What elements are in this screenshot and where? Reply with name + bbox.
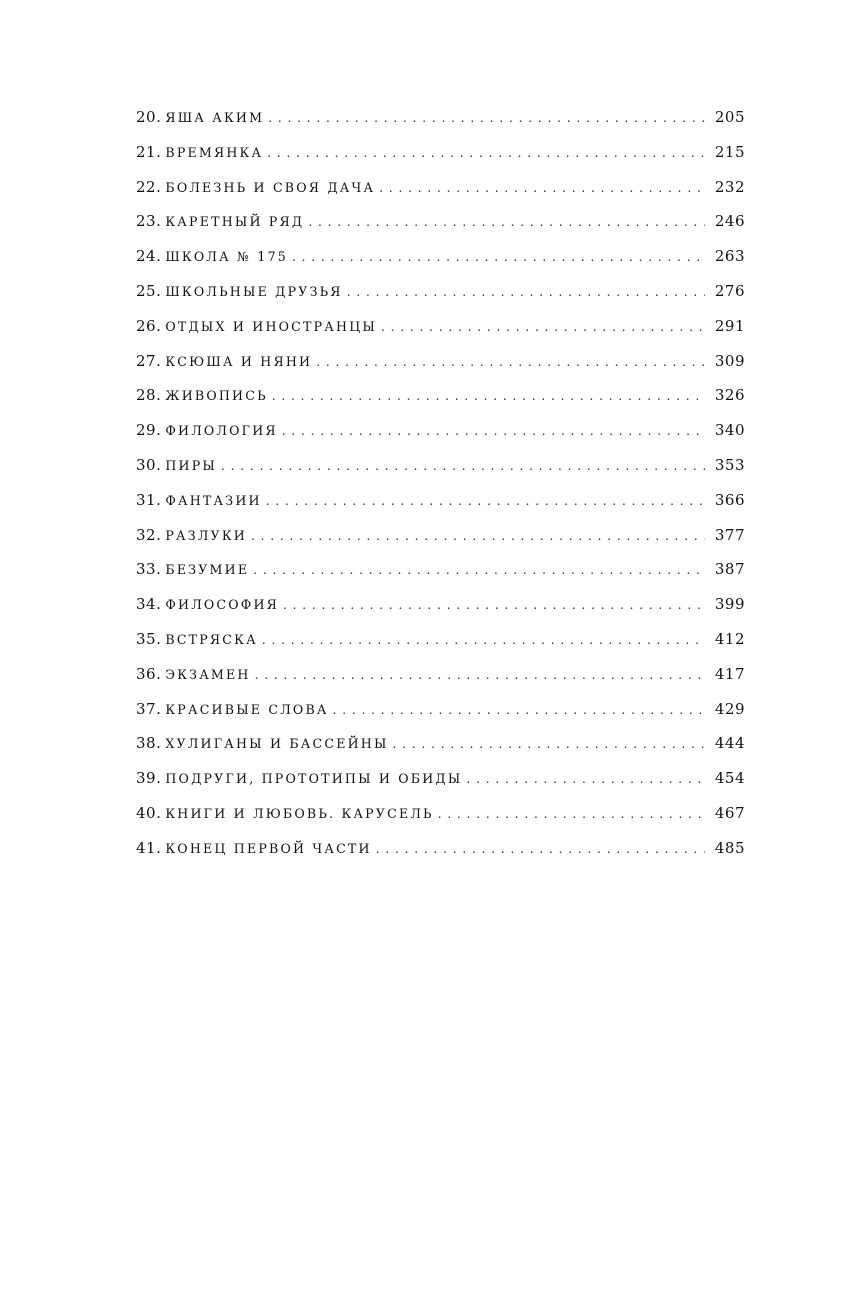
toc-entry	[136, 282, 745, 317]
chapter-number: 22.	[136, 177, 162, 196]
chapter-number: 35.	[136, 629, 162, 648]
dot-leader	[438, 807, 705, 821]
page-number: 205	[714, 108, 745, 126]
chapter-title: КСЮША И НЯНИ	[165, 353, 313, 369]
chapter-number: 40.	[136, 803, 162, 822]
toc-entry	[136, 839, 745, 874]
page-number: 232	[714, 177, 745, 196]
chapter-number: 23.	[136, 212, 162, 231]
page-number: 444	[714, 734, 745, 753]
toc-entry	[136, 386, 745, 421]
chapter-number: 24.	[136, 247, 162, 266]
dot-leader	[292, 250, 705, 264]
page-number: 309	[714, 351, 745, 370]
dot-leader	[393, 737, 705, 751]
dot-leader	[282, 424, 705, 438]
chapter-title: ФИЛОЛОГИЯ	[165, 423, 278, 439]
toc-entry	[136, 491, 745, 526]
chapter-title: ШКОЛЬНЫЕ ДРУЗЬЯ	[165, 283, 343, 299]
chapter-title: ВСТРЯСКА	[165, 631, 258, 647]
toc-entry	[136, 178, 745, 213]
page-number: 326	[714, 386, 745, 405]
chapter-title: КРАСИВЫЕ СЛОВА	[165, 701, 329, 717]
dot-leader	[266, 494, 705, 508]
page-number: 417	[714, 664, 745, 683]
chapter-title: ЖИВОПИСЬ	[165, 388, 268, 404]
toc-entry	[136, 526, 745, 561]
toc-entry	[136, 804, 745, 839]
chapter-title: РАЗЛУКИ	[165, 527, 247, 543]
page-number: 246	[714, 212, 745, 231]
chapter-number: 38.	[136, 734, 162, 753]
dot-leader	[272, 389, 705, 403]
page-number: 429	[714, 699, 745, 718]
dot-leader	[333, 703, 705, 717]
chapter-number: 34.	[136, 595, 162, 614]
dot-leader	[379, 181, 705, 195]
chapter-number: 30.	[136, 455, 162, 474]
toc-entry	[136, 143, 745, 178]
chapter-number: 32.	[136, 525, 162, 544]
page-number: 467	[714, 803, 745, 822]
chapter-title: БЕЗУМИЕ	[165, 562, 250, 578]
toc-entry	[136, 456, 745, 491]
chapter-number: 37.	[136, 699, 162, 718]
dot-leader	[347, 285, 705, 299]
toc-entry	[136, 247, 745, 282]
chapter-number: 25.	[136, 281, 162, 300]
chapter-number: 21.	[136, 142, 162, 161]
chapter-title: БОЛЕЗНЬ И СВОЯ ДАЧА	[165, 179, 376, 195]
chapter-title: ХУЛИГАНЫ И БАССЕЙНЫ	[165, 736, 389, 752]
dot-leader	[376, 842, 705, 856]
chapter-number: 33.	[136, 560, 162, 579]
chapter-number: 39.	[136, 769, 162, 788]
dot-leader	[381, 320, 705, 334]
chapter-number: 26.	[136, 316, 162, 335]
dot-leader	[308, 215, 705, 229]
chapter-title: ПИРЫ	[165, 457, 217, 473]
page-number: 263	[714, 247, 745, 266]
dot-leader	[253, 563, 705, 577]
dot-leader	[267, 146, 705, 160]
toc-entry	[136, 700, 745, 735]
chapter-title: ФАНТАЗИИ	[165, 492, 262, 508]
dot-leader	[268, 111, 705, 125]
toc-entry	[136, 212, 745, 247]
page-number: 399	[714, 595, 745, 614]
dot-leader	[255, 668, 705, 682]
dot-leader	[221, 459, 705, 473]
chapter-number: 41.	[136, 838, 162, 857]
dot-leader	[283, 598, 705, 612]
chapter-number: 29.	[136, 421, 162, 440]
chapter-title: КОНЕЦ ПЕРВОЙ ЧАСТИ	[165, 840, 372, 856]
chapter-title: ЭКЗАМЕН	[165, 666, 251, 682]
page-number: 377	[714, 525, 745, 544]
page-number: 454	[714, 769, 745, 788]
chapter-number: 28.	[136, 386, 162, 405]
page-number: 412	[714, 629, 745, 648]
page-number: 485	[714, 838, 745, 857]
toc-entry	[136, 560, 745, 595]
chapter-title: ОТДЫХ И ИНОСТРАНЦЫ	[165, 318, 377, 334]
page-number: 291	[714, 316, 745, 335]
toc-entry	[136, 595, 745, 630]
table-of-contents	[136, 108, 745, 874]
chapter-number: 20.	[136, 108, 162, 126]
chapter-number: 36.	[136, 664, 162, 683]
page-number: 353	[714, 455, 745, 474]
chapter-title: ВРЕМЯНКА	[165, 144, 264, 160]
chapter-title: КНИГИ И ЛЮБОВЬ. КАРУСЕЛЬ	[165, 805, 434, 821]
page-number: 215	[714, 142, 745, 161]
chapter-title: ЯША АКИМ	[165, 110, 265, 125]
dot-leader	[466, 772, 705, 786]
chapter-number: 27.	[136, 351, 162, 370]
dot-leader	[251, 529, 705, 543]
dot-leader	[262, 633, 705, 647]
toc-entry	[136, 630, 745, 665]
toc-entry	[136, 317, 745, 352]
page-number: 340	[714, 421, 745, 440]
page-number: 387	[714, 560, 745, 579]
chapter-title: ШКОЛА № 175	[165, 249, 289, 265]
toc-entry	[136, 734, 745, 769]
chapter-title: КАРЕТНЫЙ РЯД	[165, 214, 305, 230]
dot-leader	[316, 355, 705, 369]
page-number: 276	[714, 281, 745, 300]
chapter-title: ПОДРУГИ, ПРОТОТИПЫ И ОБИДЫ	[165, 771, 463, 787]
toc-entry	[136, 108, 745, 143]
toc-entry	[136, 769, 745, 804]
toc-entry	[136, 421, 745, 456]
chapter-number: 31.	[136, 490, 162, 509]
toc-entry	[136, 665, 745, 700]
chapter-title: ФИЛОСОФИЯ	[165, 597, 279, 613]
page-number: 366	[714, 490, 745, 509]
toc-entry	[136, 352, 745, 387]
